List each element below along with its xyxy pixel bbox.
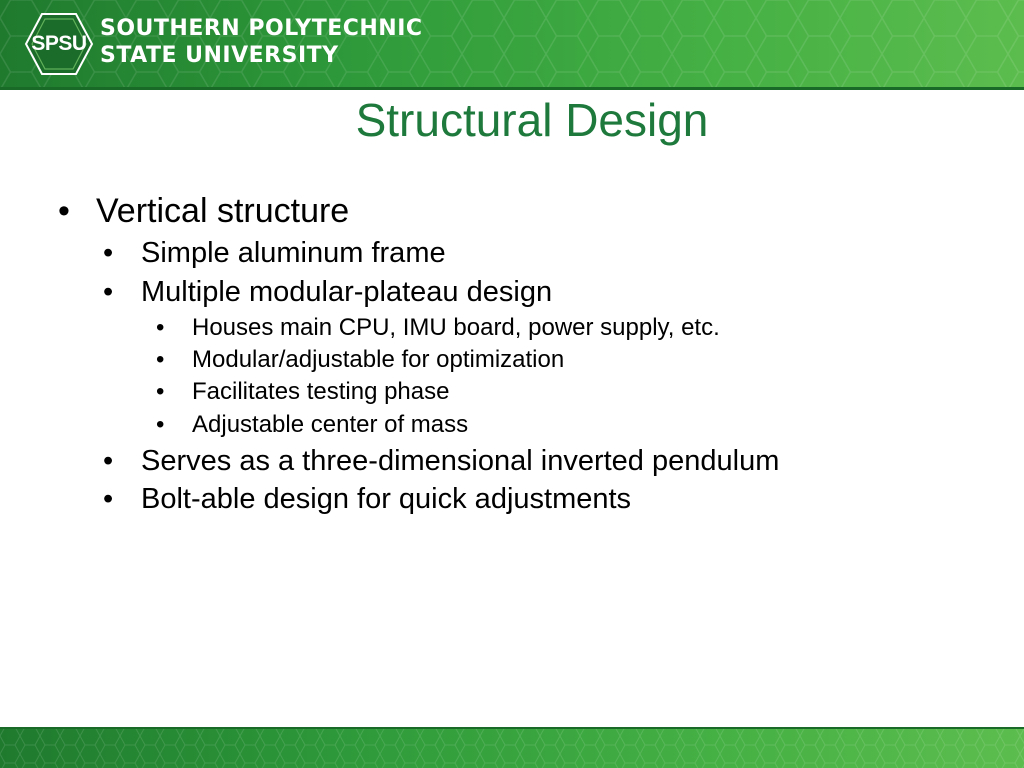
bullet-marker: • [156,378,165,405]
logo-line2: STATE UNIVERSITY [100,43,339,68]
bullet-marker: • [156,346,165,373]
list-item: Adjustable center of mass [192,411,469,438]
list-item: Bolt-able design for quick adjustments [141,483,632,515]
bullet-marker: • [156,314,165,341]
list-item: Multiple modular-plateau design [141,276,553,308]
bullet-marker: • [103,237,114,269]
bullet-marker: • [103,483,114,515]
hexagon-pattern-decoration [0,727,1024,768]
list-item: Simple aluminum frame [141,237,446,269]
list-item: Vertical structure [96,192,350,230]
slide-title: Structural Design [355,94,709,146]
bullet-marker: • [58,192,70,230]
list-item: Facilitates testing phase [192,378,450,405]
list-item: Modular/adjustable for optimization [192,346,565,373]
list-item: Houses main CPU, IMU board, power supply, etc. [192,314,720,341]
footer-band [0,727,1024,768]
bullet-marker: • [103,445,114,477]
bullet-marker: • [156,411,165,438]
list-item: Serves as a three-dimensional inverted pendulum [141,445,780,477]
footer-divider [0,727,1024,729]
logo-badge-text: SPSU [31,32,87,55]
bullet-marker: • [103,276,114,308]
logo-line1: SOUTHERN POLYTECHNIC [100,16,423,41]
